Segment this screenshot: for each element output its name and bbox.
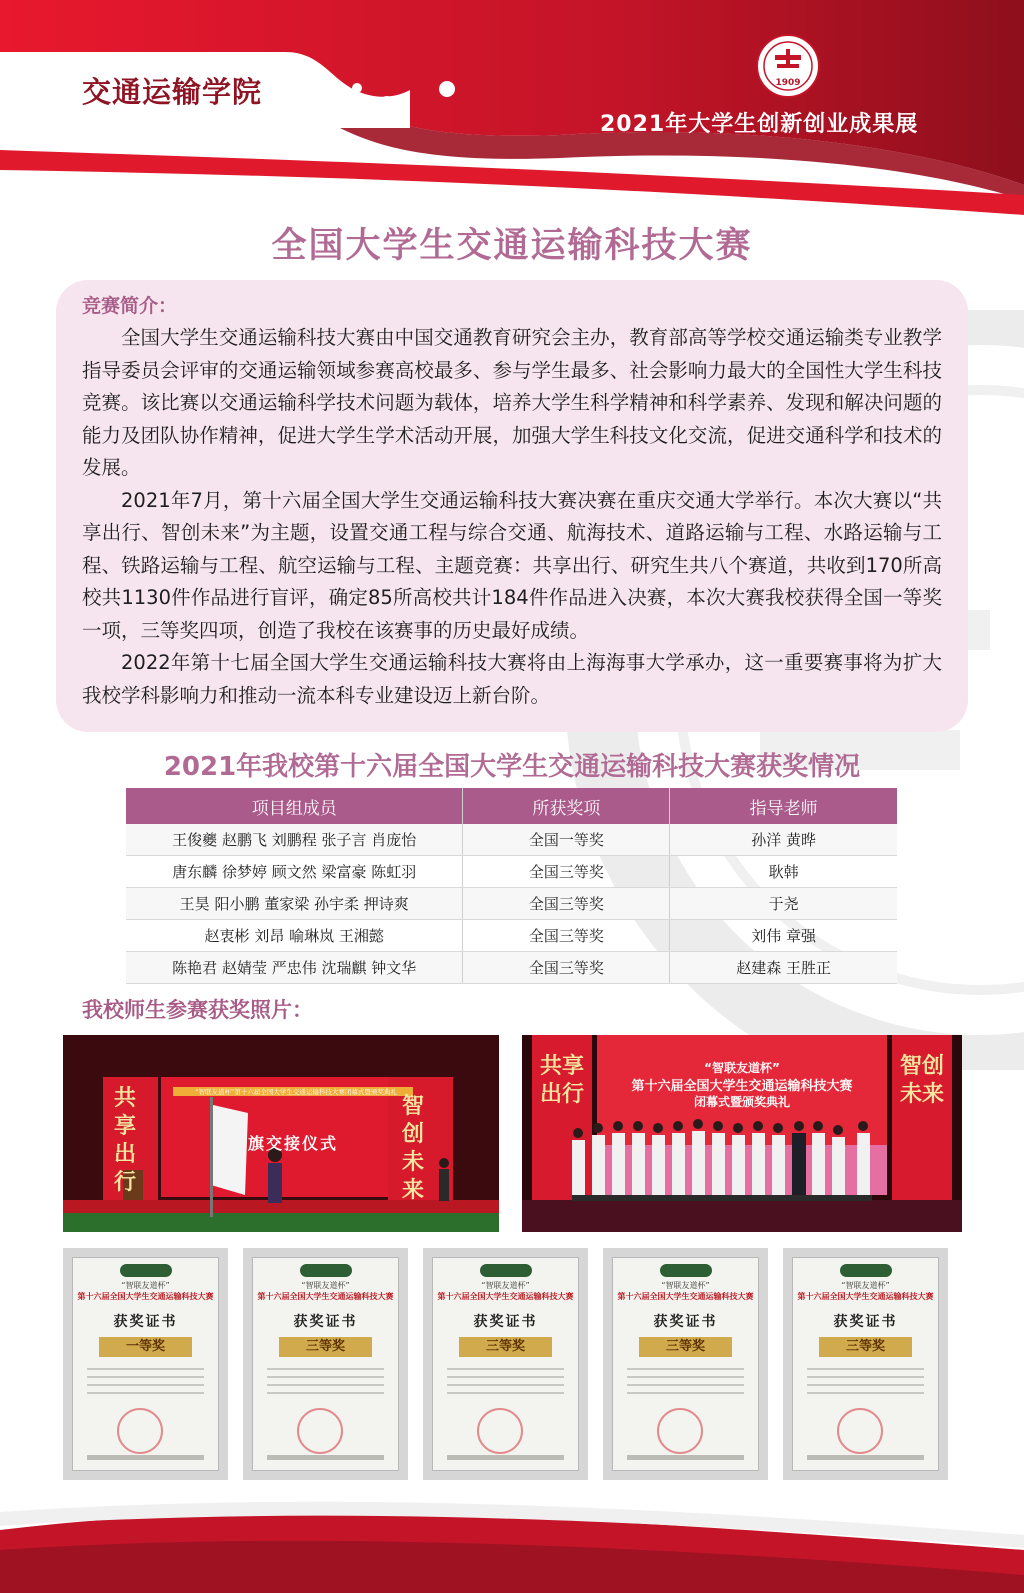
college-name: 交通运输学院	[82, 75, 263, 109]
cell-award: 全国三等奖	[463, 952, 670, 984]
table-row	[126, 856, 897, 888]
footer-wave	[0, 1490, 1024, 1593]
cell-members: 王昊 阳小鹏 董家梁 孙宇柔 押诗爽	[126, 888, 463, 920]
stamp-icon	[297, 1408, 343, 1454]
cell-advisor: 刘伟 章强	[670, 920, 897, 952]
group-side-right: 智创未来	[900, 1054, 945, 1107]
flag-banner-sub: “智联友道杯”第十六届全国大学生交通运输科技大赛闭幕式暨颁奖典礼	[195, 1088, 397, 1096]
cert-event: 第十六届全国大学生交通运输科技大赛	[257, 1292, 394, 1301]
header-members: 项目组成员	[126, 788, 463, 824]
award-group-photo	[522, 1035, 962, 1232]
cert-title: 获奖证书	[833, 1314, 898, 1330]
table-row	[126, 824, 897, 856]
group-side-left: 共享出行	[540, 1054, 585, 1107]
flag-side-left: 共享出行	[113, 1086, 136, 1195]
cert-event: 第十六届全国大学生交通运输科技大赛	[77, 1292, 214, 1301]
table-row	[126, 888, 897, 920]
cell-members: 王俊夔 赵鹏飞 刘鹏程 张子言 肖庞怡	[126, 824, 463, 856]
stamp-icon	[477, 1408, 523, 1454]
group-banner-line1: “智联友道杯”	[704, 1061, 780, 1075]
cert-prize: 三等奖	[459, 1337, 552, 1357]
main-title: 全国大学生交通运输科技大赛	[271, 226, 753, 266]
cert-title: 获奖证书	[473, 1314, 538, 1330]
header-advisor: 指导老师	[670, 788, 897, 824]
group-banner-line2: 第十六届全国大学生交通运输科技大赛	[631, 1079, 853, 1094]
cert-event: 第十六届全国大学生交通运输科技大赛	[437, 1292, 574, 1301]
flag-ceremony-photo	[63, 1035, 499, 1232]
nactrans-logo	[120, 1264, 172, 1277]
certificate	[783, 1248, 948, 1480]
group-banner-line3: 闭幕式暨颁奖典礼	[693, 1095, 790, 1109]
header-award: 所获奖项	[463, 788, 670, 824]
nactrans-logo	[480, 1264, 532, 1277]
cell-advisor: 耿韩	[670, 856, 897, 888]
cert-prize: 三等奖	[639, 1337, 732, 1357]
cert-prize: 一等奖	[99, 1337, 192, 1357]
certificate	[243, 1248, 408, 1480]
cert-prize: 三等奖	[279, 1337, 372, 1357]
intro-heading: 竞赛简介：	[82, 295, 178, 317]
cell-award: 全国一等奖	[463, 824, 670, 856]
university-logo	[755, 33, 821, 99]
stamp-icon	[117, 1408, 163, 1454]
certificate	[423, 1248, 588, 1480]
awards-title: 2021年我校第十六届全国大学生交通运输科技大赛获奖情况	[163, 752, 861, 782]
table-row	[126, 920, 897, 952]
cell-members: 唐东麟 徐梦婷 顾文然 梁富豪 陈虹羽	[126, 856, 463, 888]
cell-members: 赵衷彬 刘昂 喻琳岚 王湘懿	[126, 920, 463, 952]
stamp-icon	[657, 1408, 703, 1454]
logo-year: 1909	[775, 78, 801, 88]
cert-title: 获奖证书	[293, 1314, 358, 1330]
photos-heading: 我校师生参赛获奖照片：	[82, 998, 313, 1022]
intro-body	[82, 322, 942, 712]
table-row	[126, 952, 897, 984]
cert-event: 第十六届全国大学生交通运输科技大赛	[797, 1292, 934, 1301]
cell-award: 全国三等奖	[463, 888, 670, 920]
cell-advisor: 孙洋 黄晔	[670, 824, 897, 856]
cert-cup: “智联友道杯”	[121, 1281, 170, 1290]
certificate	[603, 1248, 768, 1480]
cert-cup: “智联友道杯”	[661, 1281, 710, 1290]
cell-advisor: 于尧	[670, 888, 897, 920]
table-header-row	[126, 788, 897, 824]
cert-title: 获奖证书	[113, 1314, 178, 1330]
flag-side-right: 智创未来	[401, 1094, 424, 1203]
stamp-icon	[837, 1408, 883, 1454]
cell-advisor: 赵建森 王胜正	[670, 952, 897, 984]
flag-banner-main: 旗交接仪式	[248, 1134, 339, 1153]
cert-title: 获奖证书	[653, 1314, 718, 1330]
cert-prize: 三等奖	[819, 1337, 912, 1357]
cert-cup: “智联友道杯”	[481, 1281, 530, 1290]
nactrans-logo	[300, 1264, 352, 1277]
cell-members: 陈艳君 赵婧莹 严忠伟 沈瑞麒 钟文华	[126, 952, 463, 984]
cell-award: 全国三等奖	[463, 856, 670, 888]
awards-table	[126, 788, 897, 984]
intro-paragraph: 全国大学生交通运输科技大赛由中国交通教育研究会主办，教育部高等学校交通运输类专业教学指导委员会评审的交通运输领域参赛高校最多、参与学生最多、社会影响力最大的全国性大学生科技竞赛。该比赛以交通运输科学技术问题为载体，培养大学生科学精神和科学素养、发现和解决问题的能力及团队协作精神，促进大学生学术活动开展，加强大学生科技文化交流，促进交通科学和技术的发展。	[82, 326, 942, 479]
certificate	[63, 1248, 228, 1480]
cert-cup: “智联友道杯”	[841, 1281, 890, 1290]
nactrans-logo	[660, 1264, 712, 1277]
expo-title: 2021年大学生创新创业成果展	[600, 112, 919, 137]
intro-paragraph: 2021年7月，第十六届全国大学生交通运输科技大赛决赛在重庆交通大学举行。本次大赛以“共享出行、智创未来”为主题，设置交通工程与综合交通、航海技术、道路运输与工程、水路运输与工程、铁路运输与工程、航空运输与工程、主题竞赛：共享出行、研究生共八个赛道，共收到170所高校共1130件作品进行盲评，确定85所高校共计184件作品进入决赛，本次大赛我校获得全国一等奖一项，三等奖四项，创造了我校在该赛事的历史最好成绩。	[82, 488, 942, 642]
cert-cup: “智联友道杯”	[301, 1281, 350, 1290]
cell-award: 全国三等奖	[463, 920, 670, 952]
intro-paragraph: 2022年第十七届全国大学生交通运输科技大赛将由上海海事大学承办，这一重要赛事将为扩大我校学科影响力和推动一流本科专业建设迈上新台阶。	[82, 651, 942, 707]
nactrans-logo	[840, 1264, 892, 1277]
cert-event: 第十六届全国大学生交通运输科技大赛	[617, 1292, 754, 1301]
